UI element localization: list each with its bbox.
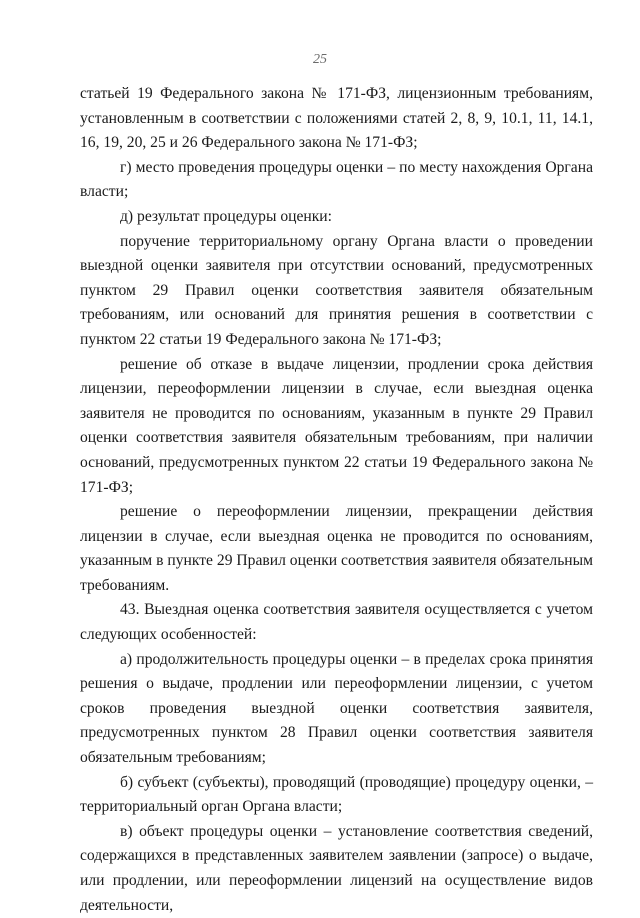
paragraph-clause-43: 43. Выездная оценка соответствия заявителя осуществляется с учетом следующих особенностей: xyxy=(80,601,593,644)
paragraph-item-g-location: г) место проведения процедуры оценки – по месту нахождения Органа власти; xyxy=(80,158,593,201)
paragraph-item-b-subject: б) субъект (субъекты), проводящий (проводящие) процедуру оценки, – территориальный орган Органа власти; xyxy=(80,773,593,816)
paragraph-continuation: статьей 19 Федерального закона № 171-ФЗ, лицензионным требованиям, установленным в соответствии с положениями статей 2, 8, 9, 10.1, 11, 14.1, 16, 19, 20, 25 и 26 Федерального закона № 171-ФЗ; xyxy=(80,85,593,152)
paragraph-item-d-result: д) результат процедуры оценки: xyxy=(120,207,332,225)
paragraph-item-v-object: в) объект процедуры оценки – установление соответствия сведений, содержащихся в представленных заявителем заявлении (запросе) о выдаче, или продлении, или переоформлении лицензий на осуществление видов деятельности, xyxy=(80,822,593,914)
paragraph-item-a-duration: а) продолжительность процедуры оценки – в пределах срока принятия решения о выдаче, продлении или переоформлении лицензии, с учетом сроков проведения выездной оценки соответствия заявителя, предусмотренных пунктом 28 Правил оценки соответствия заявителя обязательным требованиям; xyxy=(80,650,593,767)
document-body xyxy=(80,82,593,918)
page-number: 25 xyxy=(313,52,327,67)
paragraph-result-instruction: поручение территориальному органу Органа власти о проведении выездной оценки заявителя при отсутствии оснований, предусмотренных пунктом 29 Правил оценки соответствия заявителя обязательным требованиям, или оснований для принятия решения в соответствии с пунктом 22 статьи 19 Федерального закона № 171-ФЗ; xyxy=(80,232,593,348)
paragraph-result-reissue: решение о переоформлении лицензии, прекращении действия лицензии в случае, если выездная оценка не проводится по основаниям, указанным в пункте 29 Правил оценки соответствия заявителя обязательным требованиям. xyxy=(80,503,593,594)
paragraph-result-refusal: решение об отказе в выдаче лицензии, продлении срока действия лицензии, переоформлении лицензии в случае, если выездная оценка заявителя не проводится по основаниям, указанным в пункте 29 Правил оценки соответствия заявителя обязательным требованиям, при наличии оснований, предусмотренных пунктом 22 статьи 19 Федерального закона № 171-ФЗ; xyxy=(80,355,593,496)
